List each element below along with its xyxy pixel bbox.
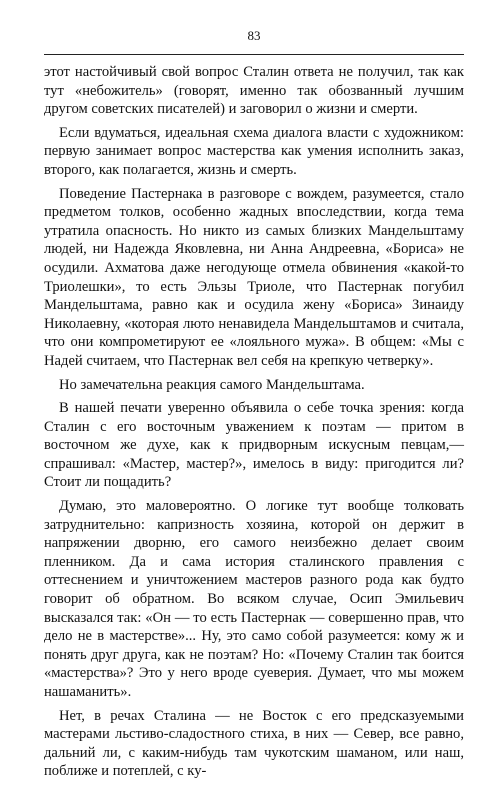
paragraph-continued: этот настойчивый свой вопрос Сталин ответа не получил, так как тут «небожитель» (говорят, именно так обозванный лучшим другом советских писателей) и заговорил о жизни и смерти. [44, 64, 464, 118]
body-text [44, 63, 464, 781]
page-number: 83 [247, 28, 261, 43]
paragraph: Но замечательна реакция самого Мандельштама. [59, 376, 365, 393]
paragraph: Поведение Пастернака в разговоре с вождем, разумеется, стало предметом толков, особенно жадных впоследствии, когда тема утратила опасность. Но никто из самых близких Мандельштаму людей, ни Надежда Яковлевна, ни Анна Андреевна, «Бориса» не осудили. Ахматова даже негодующе отмела обвинения «какой-то Триолешки», то есть Эльзы Триоле, что Пастернак погубил Мандельштама, равно как и осудила жену «Бориса» Зинаиду Николаевну, «которая люто ненавидела Мандельштамов и считала, что они компрометируют ее «лояльного мужа». В общем: «Мы с Надей считаем, что Пастернак вел себя на крепкую четверку». [44, 185, 464, 369]
header-rule [44, 54, 464, 55]
paragraph: Думаю, это маловероятно. О логике тут вообще толковать затруднительно: капризность хозяина, которой он держит в напряжении дворню, его самого неизбежно делает своим пленником. Да и сама история сталинского правления с оттеснением и уничтожением мастеров разного рода как будто говорит об обратном. Во всяком случае, Осип Эмильевич высказался так: «Он — то есть Пастернак — совершенно прав, что дело не в мастерстве»... Ну, это само собой разумеется: кому ж и понять друг друга, как не поэтам? Но: «Почему Сталин так боится «мастерства»? Это у него вроде суеверия. Думает, что мы можем нашаманить». [44, 498, 464, 700]
paragraph: В нашей печати уверенно объявила о себе точка зрения: когда Сталин с его восточным уважением к поэтам — притом в восточном же духе, как к придворным искусным певцам,— спрашивал: «Мастер, мастер?», имелось в виду: пригодится ли? Стоит ли пощадить? [44, 400, 464, 491]
paragraph: Нет, в речах Сталина — не Восток с его предсказуемыми мастерами льстиво-сладостного стиха, в них — Север, все равно, дальний ли, с каким-нибудь там чукотским шаманом, или наш, поближе и потеплей, с ку- [44, 707, 464, 780]
paragraph: Если вдуматься, идеальная схема диалога власти с художником: первую занимает вопрос мастерства как умения исполнить заказ, второго, как полагается, жизнь и смерть. [44, 124, 464, 178]
